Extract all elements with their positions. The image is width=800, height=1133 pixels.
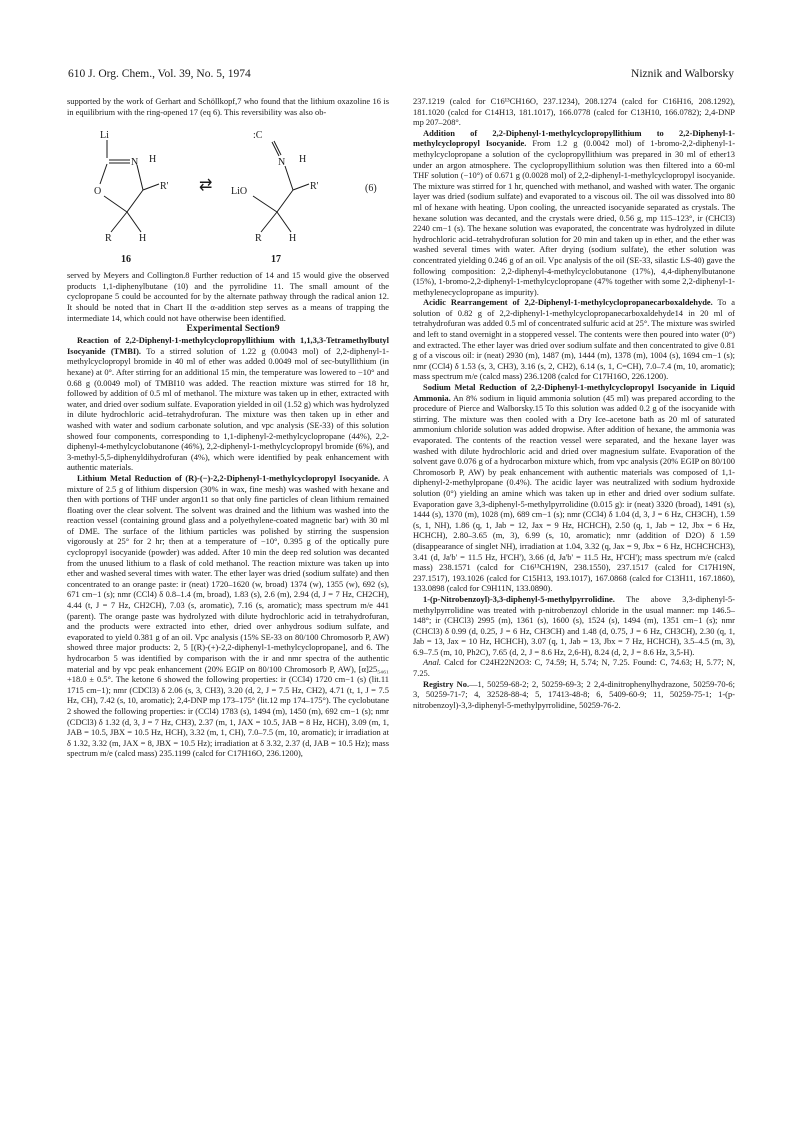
paragraph-title: Addition of 2,2-Diphenyl-1-methylcyclopropyllithium to 2,2-Diphenyl-1-methylcyclopropyl Isocyanide. — [413, 127, 735, 149]
discussion-paragraph: served by Meyers and Collington.8 Further reduction of 14 and 15 would give the observed products 1,1-diphenylbutane (10) and the pyrrolidine 11. The small amount of the cyclopropane 5 could be accounted for by the alternate pathway through the radical anion 12. It should be noted that in Chart II the α-addition step serves as a means of trapping the intermediate 14, which could not have otherwise been identified. — [67, 270, 389, 323]
section-heading: Experimental Section9 — [186, 323, 280, 335]
paragraph-title: Anal. — [423, 657, 442, 668]
paragraph-body: An 8% sodium in liquid ammonia solution (45 ml) was prepared according to the procedure of Pierce and Walborsky.15 To this solution was added 0.2 g of the isocyanide with stirring. The mixture was then cooled with a Dry Ice–acetone bath as 20 ml of saturated ammonium chloride solution was added dropwise. After addition of hexane, the ammonia was evaporated. The contents of the reaction vessel were separated, and the hexane layer was washed with dilute hydrochloric acid and dried over magnesium sulfate. Evaporation of the solvent gave 0.076 g of a hydrocarbon mixture which, from vpc analysis (20% EGIP on 80/100 Chromosorb P, AW) by peak enhancement with authentic materials was composed of 1,1-diphenyl-2-methylpropane (0.4%). The acidic layer was neutralized with sodium hydroxide solution (0°) yielding an amine which was taken up in ether and dried over sodium sulfate. Evaporation gave 3,3-diphenyl-5-methylpyrrolidine (0.015 g): ir (neat) 3320 (broad), 1491 (s), 1444 (s), 1370 (m), 1028 (m), 689 cm−1 (s); nmr (CCl4) δ 1.04 (d, 3, J = 6 Hz, CH3CH), 1.59 (s, 1, NH), 1.86 (q, 1, Jab = 12, Jax = 9 Hz, HCHCH), 2.50 (q, 1, Jab = 12, Jbx = 6 Hz, HCHCH), 2.80–3.65 (m, 3), 6.99 (s, 10, aromatic); nmr (addition of D2O) δ 1.59 (disappearance of singlet NH), irradiation at 1.04, 3.32 (q, Jax = 9, Jbx = 6 Hz, HCHCHCH3), 3.41 (d, Ja'b' = 11.5 Hz, H'CH'), 3.66 (d, Ja'b' = 11.5 Hz, H'CH'); mass spectrum m/e (calcd mass) 238.1571 (calcd for C16¹³CH19N, 238.1550), 237.1517 (calcd for C17H19N, 237.1517), 193.1026 (calcd for C15H13, 193.1017), 167.0868 (calcd for C13H11, 167.1860), 133.0898 (calcd for C9H11N, 133.0890). — [413, 392, 735, 594]
paragraph-body: To a solution of 0.82 g of 2,2-diphenyl-1-methylcyclopropanecarboxaldehyde14 in 20 ml of tetrahydrofuran was added 0.5 ml of concentrated sulfuric acid at 25°. The mixture was swirled and left to stand overnight in a stoppered vessel. The contents were then poured into water (0°) and extracted. The ether layer was dried over sodium sulfate and then concentrated to give 0.81 g of a viscous oil: ir (neat) 2930 (m), 1487 (m), 1444 (m), 1378 (m), 1004 (s), 1694 cm−1 (s); nmr (CCl4) δ 1.53 (s, 3, CH3), 3.16 (s, 2, CH2), 6.14 (s, 1, C=CH), 7.0–7.4 (m, 10, aromatic); mass spectrum m/e (calcd mass) 236.1208 (calcd for C17H16O, 226.1200). — [413, 297, 736, 382]
paragraph-title: Reaction of 2,2-Diphenyl-1-methylcyclopropyllithium with 1,1,3,3-Tetramethylbutyl Isocyanide (TMBI). — [67, 335, 389, 356]
paragraph-title: Registry No. — [423, 678, 470, 689]
paragraph-title: Acidic Rearrangement of 2,2-Diphenyl-1-methylcyclopropanecarboxaldehyde. — [423, 297, 713, 308]
intro-paragraph: supported by the work of Gerhart and Schöllkopf,7 who found that the lithium oxazoline 16 is in equilibrium with the ring-opened 17 (eq 6). This reversibility was also ob- — [67, 96, 389, 117]
left-column — [67, 96, 389, 759]
compound-number-17: 17 — [271, 254, 281, 266]
hydrogen-label: H — [139, 233, 147, 245]
hydrogen-label: H — [289, 233, 297, 245]
experimental-paragraph — [413, 128, 735, 298]
lithium-oxide-label: LiO — [231, 186, 248, 198]
continued-paragraph: 237.1219 (calcd for C16¹³CH16O, 237.1234), 208.1274 (calcd for C16H16, 208.1292), 181.1020 (calcd for C14H13, 181.1017), 166.0778 (calcd for C13H10, 166.0782); 2,4-DNP mp 207–208°. — [413, 96, 735, 128]
paragraph-body: Calcd for C24H22N2O3: C, 74.59; H, 5.74; N, 7.25. Found: C, 74.63; H, 5.77; N, 7.25. — [413, 657, 735, 679]
journal-citation: 610 J. Org. Chem., Vol. 39, No. 5, 1974 — [68, 68, 251, 80]
experimental-paragraph — [413, 594, 735, 658]
paragraph-body: The above 3,3-diphenyl-5-methylpyrrolidine was treated with p-nitrobenzoyl chloride in the usual manner: mp 146.5–148°; ir (CHCl3) 2995 (m), 1361 (s), 1600 (s), 1524 (s), 1494 (m), 1351 cm−1 (s); nmr (CHCl3) δ 0.99 (d, 0.25, J = 6 Hz, CH3CH) and 1.48 (d, 0.75, J = 6 Hz, CH3CH), 2.30 (q, 1, Jab = 13, Jax = 10 Hz, HCHCH), 3.07 (q, 1, Jab = 13, Jbx = 7 Hz, HCHCH), 3.5–4.5 (m, 3), 6.9–7.5 (m, 10, Ph2C), 7.65 (d, 2, J = 8.6 Hz, 2,6-H), 8.24 (d, 2, J = 8.6 Hz, 3,5-H). — [413, 593, 735, 657]
experimental-paragraph — [67, 335, 389, 473]
equation-number: (6) — [365, 183, 377, 195]
compound-number-16: 16 — [121, 254, 131, 266]
registry-paragraph — [413, 679, 735, 711]
experimental-paragraph — [413, 382, 735, 594]
paragraph-body: —1, 50259-68-2; 2, 50259-69-3; 2 2,4-dinitrophenylhydrazone, 50259-70-6; 3, 50259-71-7; 4, 32528-88-4; 5, 17413-48-8; 6, 5409-60-9; 11, 50259-75-1; 1-(p-nitrobenzoyl)-3,3-diphenyl-5-methylpyrrolidine, 50259-76-2. — [413, 678, 735, 710]
paragraph-title: 1-(p-Nitrobenzoyl)-3,3-diphenyl-5-methylpyrrolidine. — [423, 593, 615, 604]
page-header — [68, 68, 734, 84]
right-column — [413, 96, 735, 710]
paragraph-body: A mixture of 2.5 g of lithium dispersion (30% in wax, fine mesh) was washed with hexane and then with portions of THF under argon11 so that only fine particles of clean lithium remained floating over the clear solvent. The solvent was drained and the lithium was washed into the reaction vessel (containing ground glass and a polyethylene-coated magnetic bar) with 30 ml of DME. The surface of the lithium particles was polished by stirring the suspension vigorously at 25° for 2 hr; then at a temperature of −10°, 0.395 g of the optically pure cyclopropyl isocyanide (powder) was added. After 10 min the deep red solution was decanted from the unused lithium to a flask of cold methanol. The reaction mixture was taken up into ether and washed several times with water. The ether layer was dried (sodium sulfate) and then concentrated to an orange paste: ir (neat) 1720–1620 (w, broad) 1374 (w), 1355 (w), 692 (s), 671 cm−1 (s); nmr (CCl4) δ 0.8–1.4 (m, broad), 1.83 (s), 2.6 (m), 2.94 (d, J = 7 Hz, CH2CH), 4.44 (t, J = 7 Hz, CH2CH), 7.03 (s, aromatic), 7.16 (s, aromatic); mass spectrum m/e 441 (parent). The orange paste was hydrolyzed with dilute hydrochloric acid in tetrahydrofuran, and the products were extracted into ether, dried over anhydrous sodium sulfate, and evaporated to yield 0.381 g of an oil. Vpc analysis (15% SE-33 on 80/100 Chromosorb P, AW) showed three major products: 2, 5 [(R)-(+)-2,2-diphenyl-1-methylcyclopropane], and 6. The hydrocarbon 5 was identified by comparison with the ir and nmr spectra of the authentic material and by vpc peak enhancement (20% EGIP on 80/100 Chromosorb P, AW), [α]25₅₄₆₁ +18.0 ± 0.5°. The ketone 6 showed the following properties: ir (CCl4) 1720 cm−1 (s) (lit.11 1715 cm−1); nmr (CDCl3) δ 2.06 (s, 3, CH3), 3.20 (d, 2, J = 7.5 Hz, CH2), 4.71 (t, 1, J = 7.5 Hz, CH), 7.42 (s, 10, aromatic); 2,4-DNP mp 173–175° (lit.12 mp 174–175°). The cyclobutane 2 showed the following properties: ir (CCl4) 1783 (s), 1494 (m), 1450 (m), 692 cm−1 (s); nmr (CDCl3) δ 1.32 (d, 3, J = 7 Hz, CH3), 2.37 (m, 1, JAX = 10.5, JAB = 8 Hz, HCH), 3.09 (m, 1, JAB = 10.5, JBX = 10.5 Hz, HCH), 3.32 (m, 1, CH), 7.0–7.5 (m, 10, aromatic); ir irradiation at δ 1.32, 3.32 (m, JAX = 8, JBX = 10.5 Hz); irradiation at δ 3.32, 2.37 (d, JAB = 10.5 Hz); mass spectrum m/e (calcd mass) 235.1199 (calcd for C17H16O, 236.1200), — [67, 472, 389, 759]
carbene-carbon-label: :C — [253, 130, 263, 142]
equilibrium-structure-diagram — [67, 120, 389, 266]
equilibrium-arrow: ⇄ — [199, 177, 213, 195]
r-prime-label: R' — [310, 181, 319, 193]
article-authors: Niznik and Walborsky — [631, 68, 734, 80]
paragraph-body: To a stirred solution of 1.22 g (0.0043 mol) of 2,2-diphenyl-1-methylcyclopropyl bromide in 40 ml of ether was added 0.0049 mol of sec-butyllithium (in hexane) at 0°. After stirring for an additional 15 min, the temperature was lowered to −10° and 0.68 g (0.0049 mol) of TMBI10 was added. The reaction mixture was stirred for 18 hr, followed by addition of 0.5 ml of methanol. The mixture was taken up in ether, extracted with water, and dried over sodium sulfate. Evaporation yielded in oil (1.52 g) which was hydrolyzed in dilute hydrochloric acid–tetrahydrofuran. The mixture was then taken up in ether and washed with water and sodium carbonate solution, and vpc analysis (SE-33) of this solution showed four components, corresponding to 1,1-diphenyl-2-methylcyclopropane (44%), 2,2-diphenyl-4-methylcyclobutanone (46%), 2,2-diphenyl-1-methylcyclopropyl bromide (6%), and 3-methyl-5,5-diphenyldihydrofuran (4%), which were identified by peak enhancement with authentic materials. — [67, 345, 389, 473]
hydrogen-label: H — [149, 154, 157, 166]
paragraph-title: Sodium Metal Reduction of 2,2-Diphenyl-1-methylcyclopropyl Isocyanide in Liquid Ammonia. — [413, 382, 735, 403]
analysis-paragraph — [413, 657, 735, 678]
paragraph-body: From 1.2 g (0.0042 mol) of 1-bromo-2,2-diphenyl-1-methylcyclopropane a solution of the cyclopropyllithium was prepared in 30 ml of ether13 under an argon atmosphere. The cyclopropyllithium solution was then filtered into a 60-ml THF solution (−10°) of 0.671 g (0.0028 mol) of 2,2-diphenyl-1-methylcyclopropyl isocyanide. The mixture was stirred for 1 hr, quenched with methanol, and washed with water. The organic layer was dried (sodium sulfate) and evaporated to a viscous oil. The oil was dissolved into 80 ml of hexane with heating. Upon cooling, the unreacted isocyanide separated as crystals. The hexane solution was decanted, and the crystals were dried, 0.56 g, mp 115–123°, ir (CHCl3) 2240 cm−1 (s). The hexane solution was evaporated, the concentrate was hydrolyzed in dilute hydrochloric acid–tetrahydrofuran solution for 20 min and taken up in ether, and the ether was washed several times with water. After drying (sodium sulfate), the ether solution was concentrated yielding 0.246 g of an oil. Vpc analysis of the oil (SE-33, silastic LS-40) gave the following composition: 2,2-diphenyl-4-methylcyclobutanone (17%), 4,4-diphenylbutanone (15%), 1-bromo-2,2-diphenyl-1-methylcyclopropane (47% together with some 2,2-diphenyl-1-methylenecyclopropane as impurity). — [413, 138, 736, 297]
hydrogen-label: H — [299, 154, 307, 166]
experimental-paragraph — [67, 473, 389, 759]
lithium-label: Li — [100, 130, 109, 142]
experimental-paragraph — [413, 297, 735, 382]
r-prime-label: R' — [160, 181, 169, 193]
nitrogen-label: N — [278, 157, 286, 169]
r-label: R — [105, 233, 112, 245]
oxygen-label: O — [94, 186, 102, 198]
nitrogen-label: N — [131, 157, 139, 169]
paragraph-title: Lithium Metal Reduction of (R)-(−)-2,2-Diphenyl-1-methylcyclopropyl Isocyanide. — [77, 472, 380, 483]
r-label: R — [255, 233, 262, 245]
reaction-scheme — [67, 120, 389, 266]
